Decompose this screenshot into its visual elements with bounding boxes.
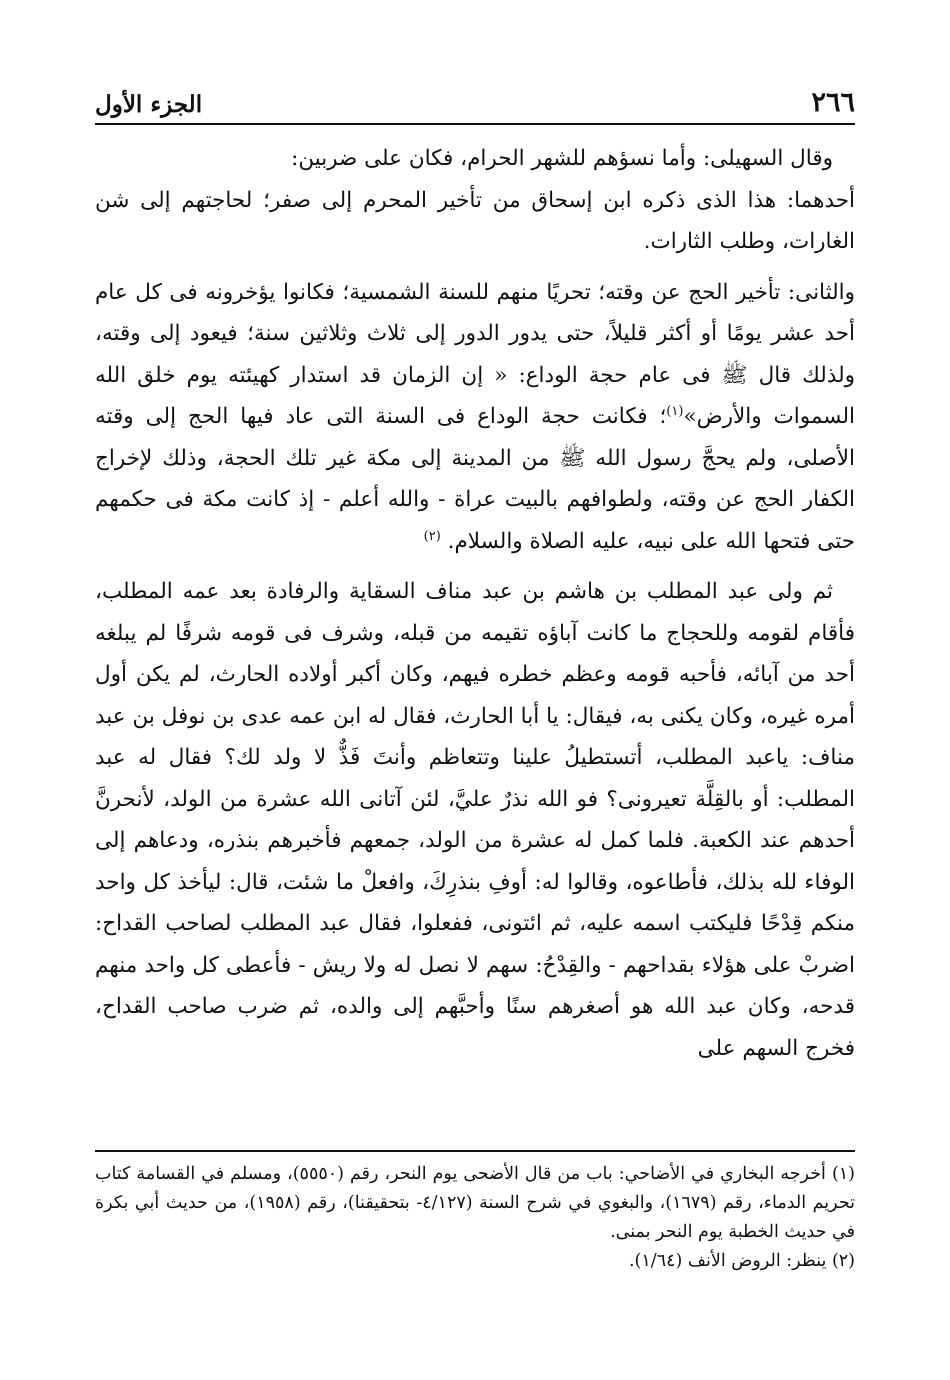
paragraph-second-type — [95, 272, 855, 563]
part-title: الجزء الأول — [95, 91, 203, 118]
footnote-divider — [95, 1150, 855, 1152]
header-divider — [95, 123, 855, 125]
footnotes — [95, 1160, 855, 1276]
page-number: ٢٦٦ — [811, 87, 855, 118]
footnote-2 — [95, 1247, 855, 1276]
footnote-ref-2[interactable]: (٢) — [423, 528, 441, 544]
footnote-1 — [95, 1160, 855, 1247]
footnote-2-text: ينظر: الروض الأنف (١/٦٤). — [628, 1251, 827, 1271]
page-header — [95, 78, 855, 118]
paragraph-abd-al-muttalib: ثم ولى عبد المطلب بن هاشم بن عبد مناف السقاية والرفادة بعد عمه المطلب، فأقام لقومه وللحجاج ما كانت آباؤه تقيمه من قبله، وشرف فى قومه شرفًا لم يبلغه أحد من آبائه، فأحبه قومه وعظم خطره فيهم، وكان أكبر أولاده الحارث، لم يكن أول أمره غيره، وكان يكنى به، فيقال: يا أبا الحارث، فقال له ابن عمه عدى بن نوفل بن عبد مناف: ياعبد المطلب، أتستطيلُ علينا وتتعاظم وأنتَ فَذٌّ لا ولد لك؟ فقال له عبد المطلب: أو بالقِلَّة تعيرونى؟ فو الله نذرٌ عليَّ، لئن آتانى الله عشرة من الولد، لأنحرنَّ أحدهم عند الكعبة. فلما كمل له عشرة من الولد، جمعهم فأخبرهم بنذره، ودعاهم إلى الوفاء لله بذلك، فأطاعوه، وقالوا له: أوفِ بنذرِكَ، وافعلْ ما شئت، قال: ليأخذ كل واحد منكم قِدْحًا فليكتب اسمه عليه، ثم ائتونى، ففعلوا، فقال عبد المطلب لصاحب القداح: اضربْ على هؤلاء بقداحهم - والقِدْحُ: سهم لا نصل له ولا ريش - فأعطى كل واحد منهم قدحه، وكان عبد الله هو أصغرهم سنًا وأحبَّهم إلى والده، ثم ضرب صاحب القداح، فخرج السهم على — [95, 579, 855, 1061]
paragraph-first-type: أحدهما: هذا الذى ذكره ابن إسحاق من تأخير المحرم إلى صفر؛ لحاجتهم إلى شن الغارات، وطلب الثارات. — [95, 187, 855, 254]
paragraph-second-type-text-cont: ؛ فكانت حجة الوداع فى السنة التى عاد فيها الحج إلى وقته الأصلى، ولم يحجَّ رسول الله ﷺ من المدينة إلى مكة غير تلك الحجة، وذلك لإخراج الكفار الحج عن وقته، ولطوافهم بالبيت عراة - والله أعلم - إذ كانت مكة فى حكمهم حتى فتحها الله على نبيه، عليه الصلاة والسلام. — [95, 404, 855, 554]
paragraph-second-type-text: والثانى: تأخير الحج عن وقته؛ تحريًا منهم للسنة الشمسية؛ فكانوا يؤخرونه فى كل عام أحد عشر يومًا أو أكثر قليلاً، حتى يدور الدور إلى ثلاث وثلاثين سنة؛ فيعود إلى وقته، ولذلك قال ﷺ فى عام حجة الوداع: « إن الزمان قد استدار كهيئته يوم خلق الله السموات والأرض» — [95, 279, 855, 429]
book-page — [95, 60, 855, 1350]
footnote-1-marker: (١) — [831, 1164, 855, 1184]
footnote-2-marker: (٢) — [831, 1251, 855, 1271]
footnote-1-text: أخرجه البخاري في الأضاحي: باب من قال الأضحى يوم النحر، رقم (٥٥٥٠)، ومسلم في القسامة كتاب تحريم الدماء، رقم (١٦٧٩)، والبغوي في شرح السنة (٤/١٢٧- بتحقيقنا)، رقم (١٩٥٨)، من حديث أبي بكرة في حديث الخطبة يوم النحر بمنى. — [95, 1164, 855, 1242]
paragraph-suhaili-intro: وقال السهيلى: وأما نسؤهم للشهر الحرام، فكان على ضربين: — [291, 146, 833, 171]
main-text — [95, 138, 855, 1069]
footnote-ref-1[interactable]: (١) — [666, 403, 684, 419]
